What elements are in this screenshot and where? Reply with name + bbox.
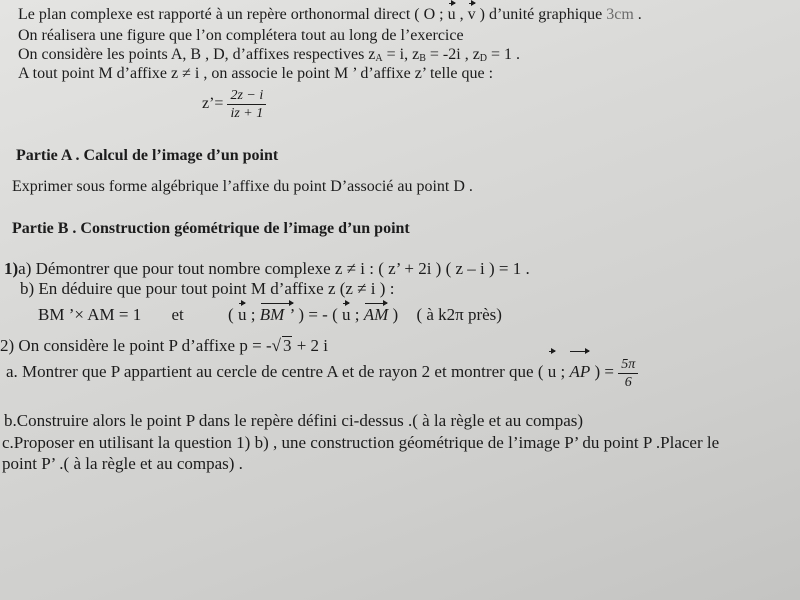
sqrt-radicand: 3 [282, 336, 292, 355]
equation-lhs: z’= [202, 95, 224, 112]
unit-value: 3cm [606, 6, 634, 23]
vector-v: v [467, 6, 476, 23]
question-2-text-end: + 2 i [292, 336, 329, 355]
question-2 [0, 336, 328, 355]
vector-ap: AP [569, 354, 590, 390]
intro-line-2: On réalisera une figure que l’on complétera tout au long de l’exercice [18, 27, 464, 44]
conjunction-et: et [171, 305, 184, 324]
question-2a [6, 354, 638, 391]
intro-line-1-end: . [637, 6, 642, 23]
part-a-title: Partie A . Calcul de l’image d’un point [16, 147, 279, 164]
equation-denominator: iz + 1 [230, 105, 264, 121]
subscript-b: B [419, 53, 426, 64]
question-2c-line-1: c.Proposer en utilisant la question 1) b) , une construction géométrique de l’image P’ du point P .Placer le [2, 433, 720, 452]
angle-close: ) [392, 305, 399, 324]
angle-fraction [618, 356, 638, 391]
intro-line-3 [18, 46, 520, 64]
vector-u: u [548, 354, 557, 390]
angle-middle: ) = - ( [298, 305, 338, 324]
intro-line-3-text: On considère les points A, B , D, d’affixes respectives z [18, 46, 376, 63]
angle-denominator: 6 [624, 374, 632, 390]
semicolon: ; [560, 362, 566, 381]
question-2-text: 2) On considère le point P d’affixe p = - [0, 336, 272, 355]
question-2b: b.Construire alors le point P dans le repère défini ci-dessus .( à la règle et au compas) [4, 411, 584, 430]
subscript-a: A [375, 53, 383, 64]
part-a-question: Exprimer sous forme algébrique l’affixe du point D’associé au point D . [12, 178, 473, 195]
angle-close-equals: ) = [594, 362, 614, 381]
question-2c-line-2: point P’ .( à la règle et au compas) . [2, 454, 243, 473]
intro-line-3-c: = -2i , z [425, 46, 480, 63]
sqrt-symbol: √ [271, 336, 281, 355]
vector-am: AM [363, 305, 389, 324]
angle-open: ( [228, 305, 234, 324]
comma: , [459, 6, 464, 23]
modulus-relation: BM ’× AM = 1 [38, 305, 142, 324]
equation-numerator: 2z − i [227, 87, 266, 105]
semicolon: ; [250, 305, 256, 324]
transformation-equation [202, 86, 266, 122]
intro-line-3-d: = 1 . [487, 46, 521, 63]
vector-u: u [447, 6, 456, 23]
question-1b: b) En déduire que pour tout point M d’affixe z (z ≠ i ) : [20, 279, 395, 298]
question-1-number: 1) [4, 259, 19, 278]
question-2a-text: a. Montrer que P appartient au cercle de centre A et de rayon 2 et montrer que ( [6, 362, 544, 381]
part-b-title: Partie B . Construction géométrique de l’image d’un point [12, 220, 410, 237]
intro-line-1-text-2: ) d’unité graphique [479, 6, 603, 23]
question-1a-text: a) Démontrer que pour tout nombre complexe z ≠ i : ( z’ + 2i ) ( z – i ) = 1 . [18, 259, 530, 278]
vector-bm-prime: BM ’ [259, 305, 295, 324]
intro-line-3-b: = i, z [382, 46, 420, 63]
intro-line-1 [18, 6, 642, 24]
angle-numerator: 5π [618, 356, 638, 374]
intro-line-1-text: Le plan complexe est rapporté à un repère orthonormal direct ( O ; [18, 6, 444, 23]
vector-u: u [237, 305, 247, 324]
vector-u: u [341, 305, 351, 324]
modulo-note: ( à k2π près) [416, 305, 502, 324]
subscript-d: D [479, 53, 488, 64]
intro-line-4: A tout point M d’affixe z ≠ i , on associe le point M ’ d’affixe z’ telle que : [18, 65, 494, 82]
question-1a [4, 260, 530, 278]
equation-fraction [227, 87, 266, 122]
question-1b-equations [38, 306, 502, 324]
semicolon: ; [354, 305, 360, 324]
